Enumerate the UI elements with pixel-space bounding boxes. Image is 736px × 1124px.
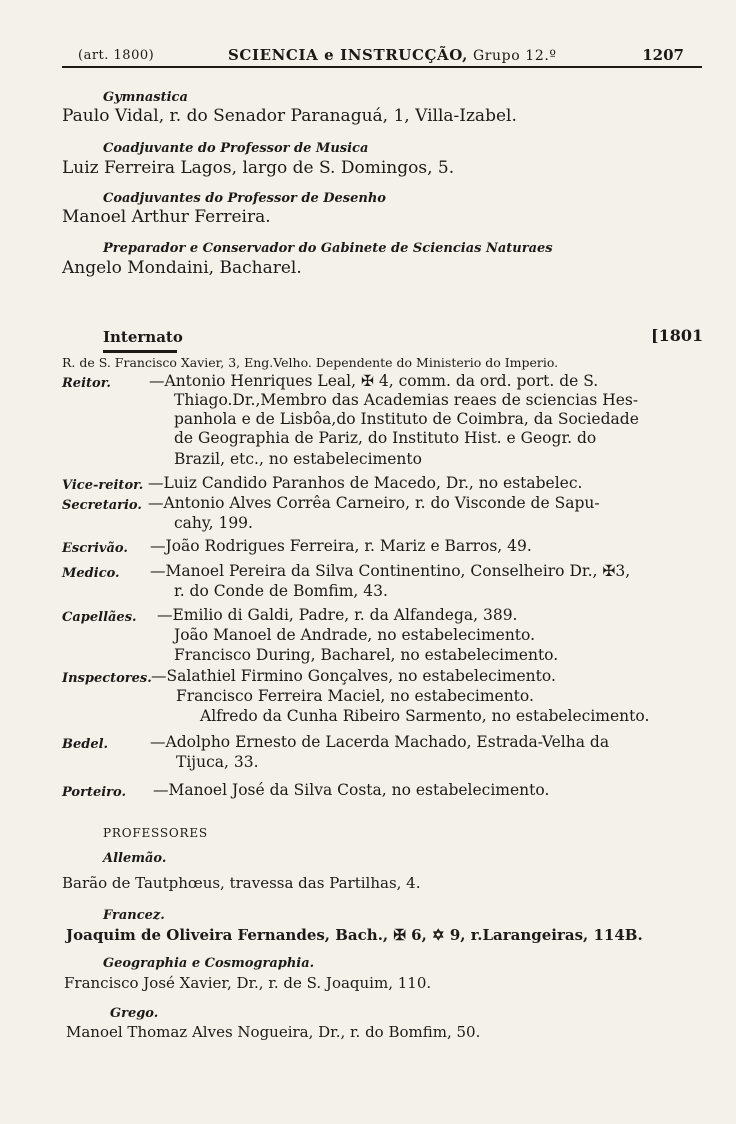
- staff-line: —Salathiel Firmino Gonçalves, no estabelecimento.: [151, 667, 556, 685]
- staff-line: —Antonio Alves Corrêa Carneiro, r. do Visconde de Sapu-: [148, 494, 600, 512]
- page-number: 1207: [642, 46, 684, 64]
- entry-text: Luiz Ferreira Lagos, largo de S. Domingos, 5.: [62, 158, 455, 178]
- entry-title: Preparador e Conservador do Gabinete de Sciencias Naturaes: [103, 241, 553, 256]
- staff-role: Medico.: [62, 566, 120, 581]
- entry-title: Coadjuvante do Professor de Musica: [103, 141, 369, 156]
- staff-line: panhola e de Lisbôa,do Instituto de Coimbra, da Sociedade: [174, 410, 639, 428]
- staff-line: Francisco Ferreira Maciel, no estabecimento.: [176, 687, 534, 705]
- staff-line: João Manoel de Andrade, no estabelecimento.: [174, 626, 536, 644]
- internato-address: R. de S. Francisco Xavier, 3, Eng.Velho. Dependente do Ministerio do Imperio.: [62, 355, 559, 370]
- entry-title: Gymnastica: [103, 90, 188, 105]
- staff-line: r. do Conde de Bomfim, 43.: [174, 582, 388, 600]
- staff-role: Capellães.: [62, 610, 137, 625]
- staff-line: —Luiz Candido Paranhos de Macedo, Dr., no estabelec.: [148, 474, 583, 492]
- header-title-group: Grupo 12.º: [467, 48, 557, 64]
- staff-role: Porteiro.: [62, 785, 126, 800]
- staff-role: Vice-reitor.: [62, 478, 144, 493]
- subject-title: Grego.: [110, 1006, 159, 1021]
- subject-title: Francez.: [103, 908, 165, 923]
- staff-line: —Antonio Henriques Leal, ✠ 4, comm. da ord. port. de S.: [149, 372, 599, 390]
- subject-title: Geographia e Cosmographia.: [103, 956, 315, 971]
- staff-line: —Manoel Pereira da Silva Continentino, Conselheiro Dr., ✠3,: [150, 562, 631, 580]
- header-title: [228, 46, 557, 64]
- professores-heading: PROFESSORES: [103, 826, 208, 840]
- staff-line: —João Rodrigues Ferreira, r. Mariz e Barros, 49.: [150, 537, 532, 555]
- staff-line: Alfredo da Cunha Ribeiro Sarmento, no estabelecimento.: [200, 707, 650, 725]
- section-year: [1801: [651, 326, 704, 345]
- staff-line: cahy, 199.: [174, 514, 253, 532]
- entry-text: Manoel Arthur Ferreira.: [62, 207, 271, 227]
- professor-entry: Manoel Thomaz Alves Nogueira, Dr., r. do Bomfim, 50.: [66, 1023, 481, 1041]
- staff-line: —Emilio di Galdi, Padre, r. da Alfandega, 389.: [157, 606, 518, 624]
- header-title-main: SCIENCIA e INSTRUCÇÃO,: [228, 46, 468, 64]
- staff-line: Francisco During, Bacharel, no estabelecimento.: [174, 646, 559, 664]
- staff-line: Thiago.Dr.,Membro das Academias reaes de sciencias Hes-: [174, 391, 639, 409]
- staff-line: Tijuca, 33.: [176, 753, 259, 771]
- professor-entry: Joaquim de Oliveira Fernandes, Bach., ✠ 6, ✡ 9, r.Larangeiras, 114B.: [66, 926, 643, 944]
- section-title-internato: Internato: [103, 328, 183, 346]
- staff-role: Bedel.: [62, 737, 109, 752]
- page-header: [62, 44, 702, 68]
- staff-line: de Geographia de Pariz, do Instituto Hist. e Geogr. do: [174, 429, 597, 447]
- header-article-ref: (art. 1800): [78, 48, 155, 63]
- professor-entry: Barão de Tautphœus, travessa das Partilhas, 4.: [62, 874, 421, 892]
- staff-line: —Manoel José da Silva Costa, no estabelecimento.: [153, 781, 550, 799]
- entry-title: Coadjuvantes do Professor de Desenho: [103, 191, 386, 206]
- staff-role: Reitor.: [62, 376, 111, 391]
- entry-text: Angelo Mondaini, Bacharel.: [62, 258, 302, 278]
- staff-line: —Adolpho Ernesto de Lacerda Machado, Estrada-Velha da: [150, 733, 610, 751]
- subject-title: Allemão.: [103, 851, 167, 866]
- staff-line: Brazil, etc., no estabelecimento: [174, 450, 422, 468]
- staff-role: Secretario.: [62, 498, 142, 513]
- staff-role: Escrivão.: [62, 541, 128, 556]
- entry-text: Paulo Vidal, r. do Senador Paranaguá, 1, Villa-Izabel.: [62, 106, 517, 126]
- professor-entry: Francisco José Xavier, Dr., r. de S. Joaquim, 110.: [64, 974, 432, 992]
- staff-role: Inspectores.: [62, 671, 152, 686]
